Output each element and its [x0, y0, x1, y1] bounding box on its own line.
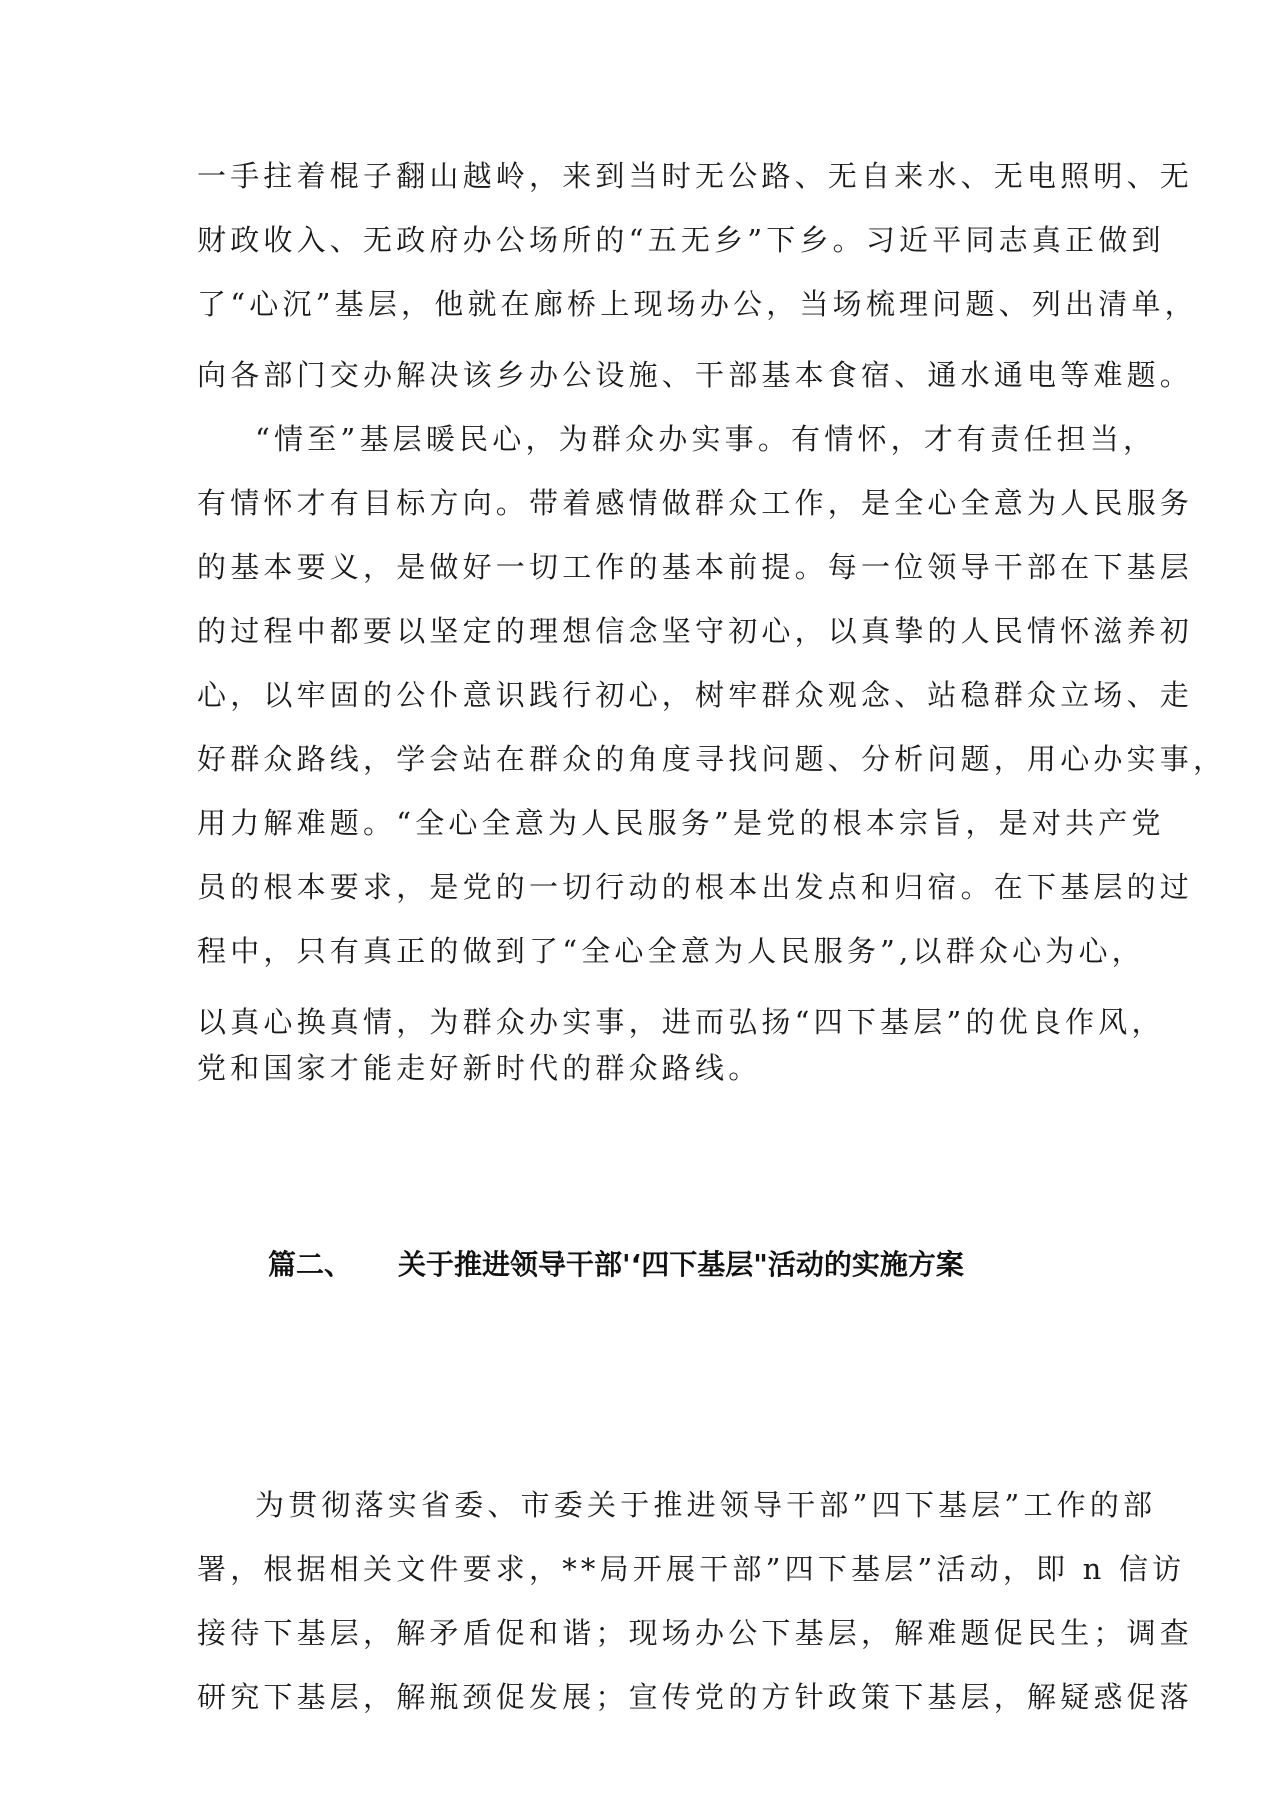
paragraph-start-line: 为贯彻落实省委、市委关于推进领导干部”四下基层”工作的部 — [255, 1488, 1157, 1522]
section-heading — [268, 1247, 964, 1283]
text-line: 有情怀才有目标方向。带着感情做群众工作，是全心全意为人民服务 — [197, 486, 1194, 520]
text-line: 用力解难题。“全心全意为人民服务”是党的根本宗旨，是对共产党 — [197, 806, 1165, 840]
text-line: 署，根据相关文件要求，**局开展干部”四下基层”活动，即 n 信访 — [197, 1552, 1186, 1586]
text-line: 程中，只有真正的做到了“全心全意为人民服务”,以群众心为心， — [197, 934, 1145, 968]
text-line: 心，以牢固的公仆意识践行初心，树牢群众观念、站稳群众立场、走 — [197, 678, 1194, 712]
paragraph-start-line: “情至”基层暖民心，为群众办实事。有情怀，才有责任担当， — [255, 422, 1157, 456]
text-line: 好群众路线，学会站在群众的角度寻找问题、分析问题，用心办实事， — [197, 742, 1227, 776]
text-line: 党和国家才能走好新时代的群众路线。 — [197, 1051, 762, 1085]
heading-prefix: 篇二、 — [268, 1248, 353, 1281]
text-line: 了“心沉”基层，他就在廊桥上现场办公，当场梳理问题、列出清单， — [197, 287, 1198, 321]
text-line: 研究下基层，解瓶颈促发展；宣传党的方针政策下基层，解疑惑促落 — [197, 1680, 1194, 1714]
heading-title: 关于推进领导干部'‘四下基层"活动的实施方案 — [398, 1248, 964, 1281]
text-line: 一手拄着棍子翻山越岭，来到当时无公路、无自来水、无电照明、无 — [197, 159, 1194, 193]
text-line: 的过程中都要以坚定的理想信念坚守初心，以真挚的人民情怀滋养初 — [197, 614, 1194, 648]
text-line: 以真心换真情，为群众办实事，进而弘扬“四下基层”的优良作风， — [197, 1005, 1165, 1039]
text-line: 向各部门交办解决该乡办公设施、干部基本食宿、通水通电等难题。 — [197, 358, 1194, 392]
text-line: 的基本要义，是做好一切工作的基本前提。每一位领导干部在下基层 — [197, 550, 1194, 584]
text-line: 财政收入、无政府办公场所的“五无乡”下乡。习近平同志真正做到 — [197, 223, 1165, 257]
text-line: 接待下基层，解矛盾促和谐；现场办公下基层，解难题促民生；调查 — [197, 1616, 1194, 1650]
text-line: 员的根本要求，是党的一切行动的根本出发点和归宿。在下基层的过 — [197, 870, 1194, 904]
